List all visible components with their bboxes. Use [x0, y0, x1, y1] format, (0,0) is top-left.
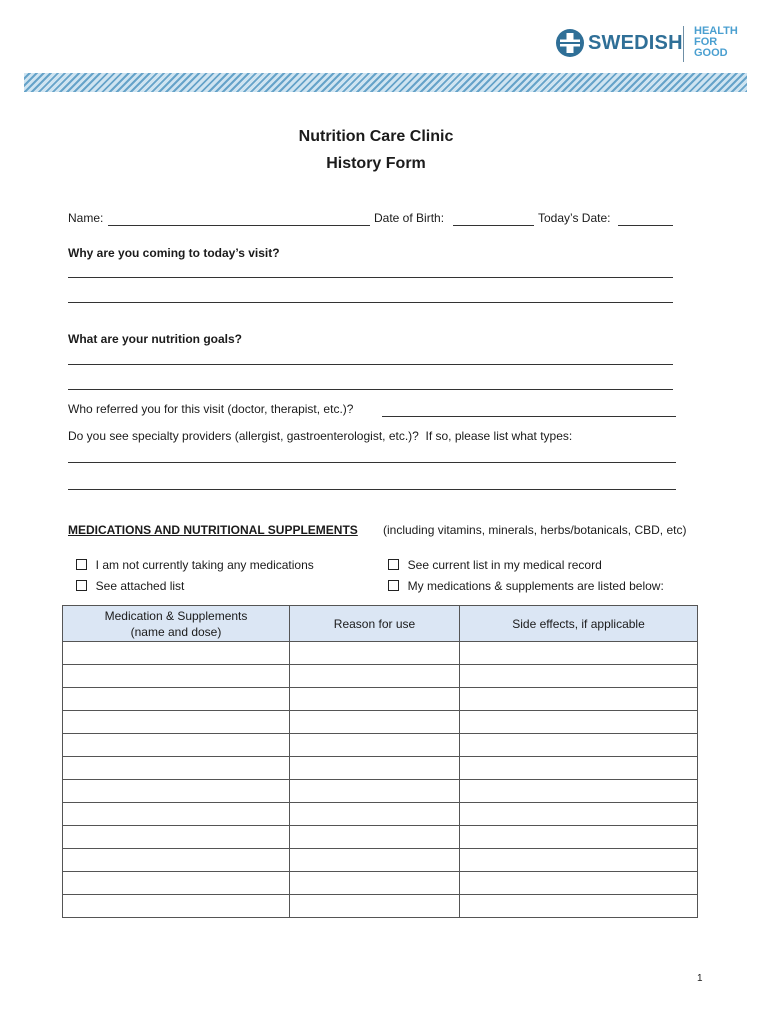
- table-cell[interactable]: [460, 642, 698, 665]
- column-header-reason: Reason for use: [290, 606, 460, 642]
- column-header-side-effects: Side effects, if applicable: [460, 606, 698, 642]
- table-cell[interactable]: [290, 780, 460, 803]
- table-cell[interactable]: [63, 803, 290, 826]
- logo-tagline-line: HEALTH: [694, 25, 738, 37]
- table-cell[interactable]: [63, 826, 290, 849]
- table-cell[interactable]: [460, 803, 698, 826]
- name-label: Name:: [68, 211, 104, 225]
- title-line-1: Nutrition Care Clinic: [298, 128, 454, 145]
- table-row: [63, 872, 698, 895]
- table-cell[interactable]: [460, 872, 698, 895]
- table-row: [63, 711, 698, 734]
- specialty-line-1[interactable]: [68, 462, 676, 463]
- table-row: [63, 757, 698, 780]
- table-cell[interactable]: [460, 849, 698, 872]
- table-cell[interactable]: [63, 757, 290, 780]
- table-cell[interactable]: [460, 757, 698, 780]
- table-cell[interactable]: [290, 711, 460, 734]
- referred-by-field[interactable]: [382, 416, 676, 417]
- table-cell[interactable]: [63, 849, 290, 872]
- swedish-logo: [555, 26, 745, 66]
- checkbox-icon[interactable]: [76, 580, 87, 591]
- dob-field[interactable]: [453, 225, 534, 226]
- medications-note: (including vitamins, minerals, herbs/botanicals, CBD, etc): [383, 523, 687, 537]
- column-header-line: (name and dose): [130, 624, 222, 639]
- medications-table: [62, 605, 698, 918]
- table-cell[interactable]: [63, 780, 290, 803]
- checkbox-icon[interactable]: [388, 580, 399, 591]
- table-cell[interactable]: [63, 642, 290, 665]
- nutrition-goals-question: What are your nutrition goals?: [68, 332, 243, 346]
- table-cell[interactable]: [290, 872, 460, 895]
- table-cell[interactable]: [460, 665, 698, 688]
- table-cell[interactable]: [290, 803, 460, 826]
- nutrition-goals-line-1[interactable]: [68, 364, 673, 365]
- logo-tagline-line: FOR: [694, 36, 718, 48]
- logo-tagline-line: GOOD: [694, 47, 728, 59]
- header-stripe-band: [24, 73, 747, 92]
- table-row: [63, 849, 698, 872]
- checkbox-label: See attached list: [95, 579, 185, 593]
- specialty-line-2[interactable]: [68, 489, 676, 490]
- column-header-line: Medication & Supplements: [104, 608, 248, 623]
- page-number: 1: [697, 973, 703, 984]
- title-line-2: History Form: [326, 155, 426, 172]
- today-date-field[interactable]: [618, 225, 673, 226]
- table-cell[interactable]: [290, 849, 460, 872]
- table-cell[interactable]: [290, 642, 460, 665]
- form-title: [0, 123, 752, 177]
- cross-logo-icon: [555, 28, 585, 58]
- logo-divider: [683, 26, 684, 62]
- table-cell[interactable]: [63, 665, 290, 688]
- table-cell[interactable]: [290, 757, 460, 780]
- table-cell[interactable]: [63, 734, 290, 757]
- table-cell[interactable]: [63, 895, 290, 918]
- table-cell[interactable]: [290, 895, 460, 918]
- table-row: [63, 780, 698, 803]
- table-row: [63, 665, 698, 688]
- dob-label: Date of Birth:: [374, 211, 445, 225]
- name-field[interactable]: [108, 225, 370, 226]
- table-cell[interactable]: [460, 688, 698, 711]
- table-cell[interactable]: [460, 780, 698, 803]
- table-cell[interactable]: [460, 895, 698, 918]
- table-cell[interactable]: [63, 688, 290, 711]
- table-row: [63, 895, 698, 918]
- table-header-row: [63, 606, 698, 642]
- table-row: [63, 734, 698, 757]
- table-row: [63, 826, 698, 849]
- column-header-medication: [63, 606, 290, 642]
- medications-heading: MEDICATIONS AND NUTRITIONAL SUPPLEMENTS: [68, 523, 358, 537]
- table-cell[interactable]: [460, 826, 698, 849]
- checkbox-label: I am not currently taking any medications: [95, 558, 314, 572]
- table-cell[interactable]: [290, 826, 460, 849]
- checkbox-listed-below[interactable]: [381, 565, 664, 593]
- nutrition-goals-line-2[interactable]: [68, 389, 673, 390]
- table-cell[interactable]: [63, 711, 290, 734]
- table-cell[interactable]: [460, 734, 698, 757]
- checkbox-label: See current list in my medical record: [407, 558, 602, 572]
- specialty-providers-question: Do you see specialty providers (allergist, gastroenterologist, etc.)? If so, please list what types:: [68, 429, 573, 443]
- table-row: [63, 642, 698, 665]
- logo-name: SWEDISH: [588, 32, 683, 54]
- table-cell[interactable]: [63, 872, 290, 895]
- logo-tagline: [694, 26, 744, 59]
- table-cell[interactable]: [290, 734, 460, 757]
- checkbox-label: My medications & supplements are listed below:: [407, 579, 664, 593]
- table-row: [63, 688, 698, 711]
- visit-reason-line-1[interactable]: [68, 277, 673, 278]
- table-cell[interactable]: [460, 711, 698, 734]
- table-cell[interactable]: [290, 688, 460, 711]
- referred-by-question: Who referred you for this visit (doctor, therapist, etc.)?: [68, 402, 354, 416]
- visit-reason-line-2[interactable]: [68, 302, 673, 303]
- table-cell[interactable]: [290, 665, 460, 688]
- today-date-label: Today’s Date:: [538, 211, 611, 225]
- checkbox-attached-list[interactable]: [69, 565, 184, 593]
- visit-reason-question: Why are you coming to today’s visit?: [68, 246, 280, 260]
- table-row: [63, 803, 698, 826]
